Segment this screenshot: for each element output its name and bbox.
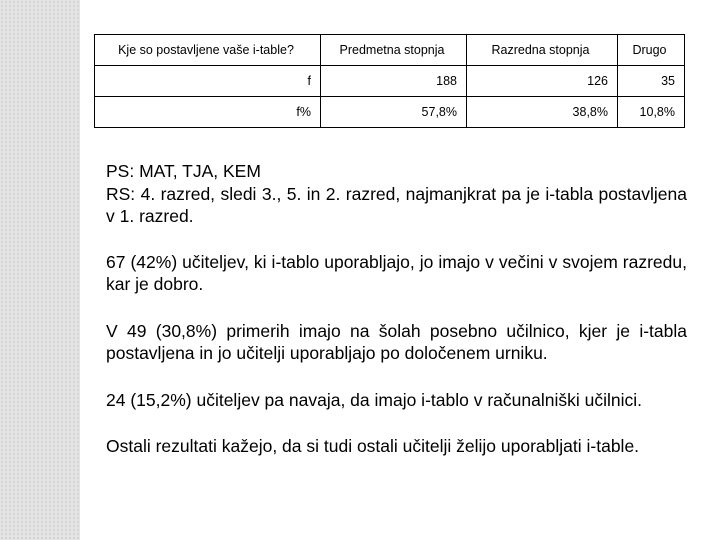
rs-line: RS: 4. razred, sledi 3., 5. in 2. razred, najmanjkrat pa je i-tabla postavljena v 1. razred.: [106, 183, 687, 226]
table-header-drugo: Drugo: [618, 35, 685, 66]
row-label: f%: [95, 97, 321, 128]
table-cell: 126: [467, 66, 618, 97]
paragraph-computer-room: 24 (15,2%) učiteljev pa navaja, da imajo i-tablo v računalniški učilnici.: [106, 389, 642, 410]
paragraph-other-results: Ostali rezultati kažejo, da si tudi ostali učitelji želijo uporabljati i-table.: [106, 436, 640, 456]
table-cell: 38,8%: [467, 97, 618, 128]
decorative-side-stripe: [0, 0, 80, 540]
table-header-question: Kje so postavljene vaše i-table?: [95, 35, 321, 66]
row-label: f: [95, 66, 321, 97]
table-cell: 10,8%: [618, 97, 685, 128]
paragraph-special-room: V 49 (30,8%) primerih imajo na šolah posebno učilnico, kjer je i-tabla postavljena in jo učitelji uporabljajo po določenem urniku.: [106, 320, 687, 363]
table-header-razredna: Razredna stopnja: [467, 35, 618, 66]
survey-results-table: [94, 34, 685, 128]
table-header-predmetna: Predmetna stopnja: [321, 35, 467, 66]
table-cell: 35: [618, 66, 685, 97]
table-row: [95, 97, 685, 128]
table-row: [95, 66, 685, 97]
table-cell: 57,8%: [321, 97, 467, 128]
table-cell: 188: [321, 66, 467, 97]
table-header-row: [95, 35, 685, 66]
ps-line: PS: MAT, TJA, KEM: [106, 161, 261, 181]
paragraph-classroom: 67 (42%) učiteljev, ki i-tablo uporabljajo, jo imajo v večini v svojem razredu, kar je dobro.: [106, 251, 687, 294]
notes-text-block: [106, 160, 687, 482]
